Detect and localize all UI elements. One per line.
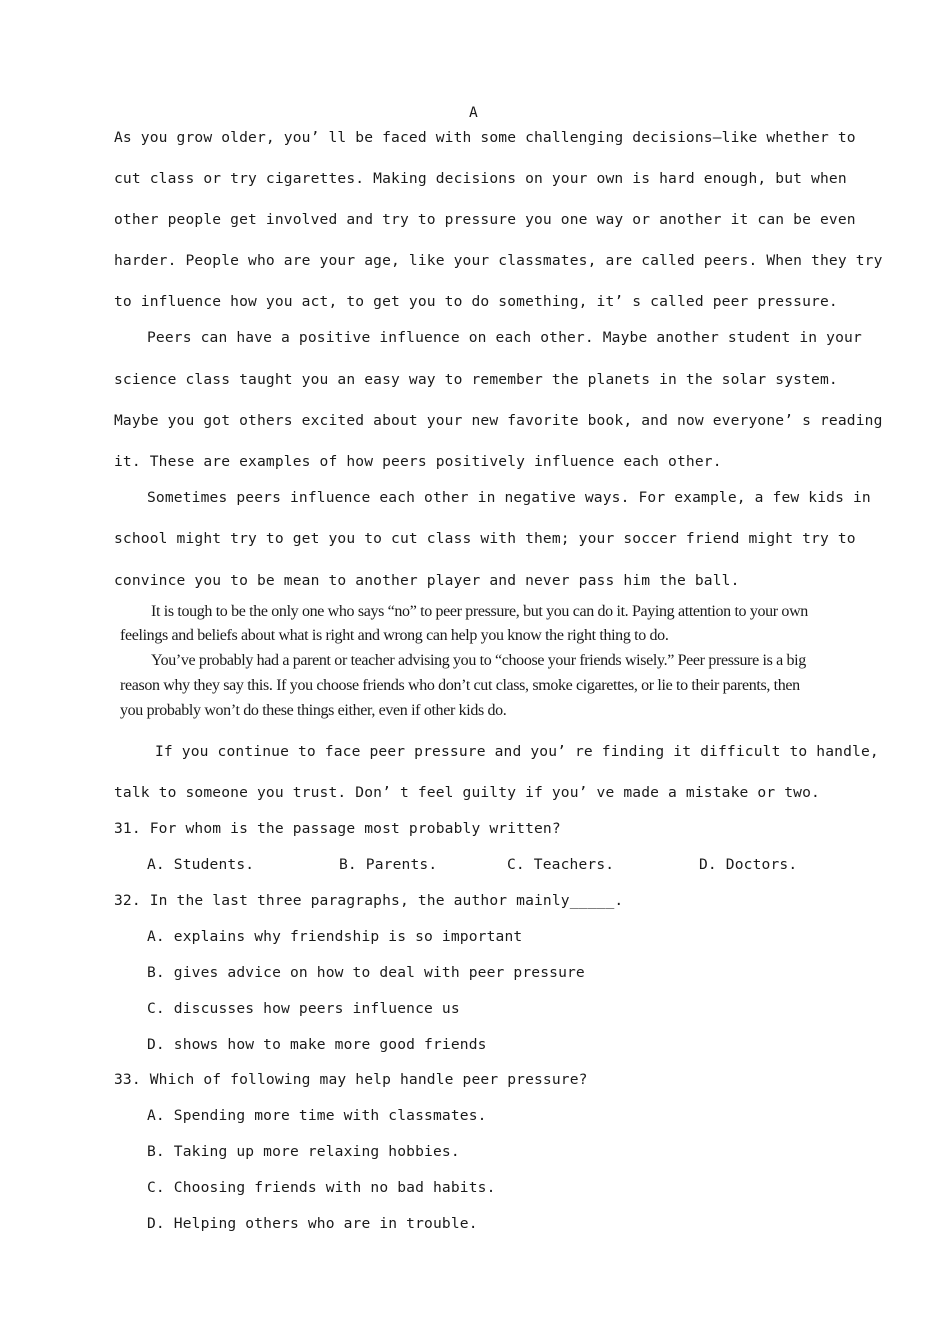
paragraph-line: harder. People who are your age, like your classmates, are called peers. When they try [114, 252, 883, 269]
option-d: D. shows how to make more good friends [147, 1036, 487, 1053]
option-c: C. Teachers. [507, 856, 615, 873]
paragraph-line: reason why they say this. If you choose friends who don’t cut class, smoke cigarettes, or lie to their parents, then [120, 677, 800, 694]
option-c: C. discusses how peers influence us [147, 1000, 460, 1017]
option-a: A. Students. [147, 856, 255, 873]
section-label: A [469, 104, 478, 121]
option-b: B. Taking up more relaxing hobbies. [147, 1143, 460, 1160]
option-a: A. Spending more time with classmates. [147, 1107, 487, 1124]
paragraph-line: It is tough to be the only one who says “no” to peer pressure, but you can do it. Paying attention to your own [151, 603, 808, 620]
question-stem: 32. In the last three paragraphs, the author mainly_____. [114, 892, 624, 909]
option-b: B. gives advice on how to deal with peer pressure [147, 964, 585, 981]
paragraph-line: it. These are examples of how peers positively influence each other. [114, 453, 722, 470]
paragraph-line: convince you to be mean to another player and never pass him the ball. [114, 572, 740, 589]
question-stem: 31. For whom is the passage most probably written? [114, 820, 561, 837]
paragraph-line: Maybe you got others excited about your new favorite book, and now everyone’ s reading [114, 412, 883, 429]
paragraph-line: If you continue to face peer pressure and you’ re finding it difficult to handle, [155, 743, 879, 760]
option-c: C. Choosing friends with no bad habits. [147, 1179, 496, 1196]
paragraph-line: talk to someone you trust. Don’ t feel guilty if you’ ve made a mistake or two. [114, 784, 820, 801]
option-d: D. Helping others who are in trouble. [147, 1215, 478, 1232]
paragraph-line: Peers can have a positive influence on each other. Maybe another student in your [147, 329, 862, 346]
paragraph-line: cut class or try cigarettes. Making decisions on your own is hard enough, but when [114, 170, 847, 187]
option-a: A. explains why friendship is so important [147, 928, 523, 945]
paragraph-line: As you grow older, you’ ll be faced with some challenging decisions—like whether to [114, 129, 856, 146]
option-d: D. Doctors. [699, 856, 798, 873]
question-stem: 33. Which of following may help handle peer pressure? [114, 1071, 588, 1088]
option-b: B. Parents. [339, 856, 438, 873]
paragraph-line: Sometimes peers influence each other in negative ways. For example, a few kids in [147, 489, 871, 506]
paragraph-line: You’ve probably had a parent or teacher advising you to “choose your friends wisely.” Peer pressure is a big [151, 652, 806, 669]
paragraph-line: to influence how you act, to get you to do something, it’ s called peer pressure. [114, 293, 838, 310]
paragraph-line: you probably won’t do these things either, even if other kids do. [120, 702, 507, 719]
paragraph-line: other people get involved and try to pressure you one way or another it can be even [114, 211, 856, 228]
option-row [0, 856, 950, 876]
paragraph-line: school might try to get you to cut class with them; your soccer friend might try to [114, 530, 856, 547]
paragraph-line: science class taught you an easy way to remember the planets in the solar system. [114, 371, 838, 388]
paragraph-line: feelings and beliefs about what is right and wrong can help you know the right thing to do. [120, 627, 669, 644]
